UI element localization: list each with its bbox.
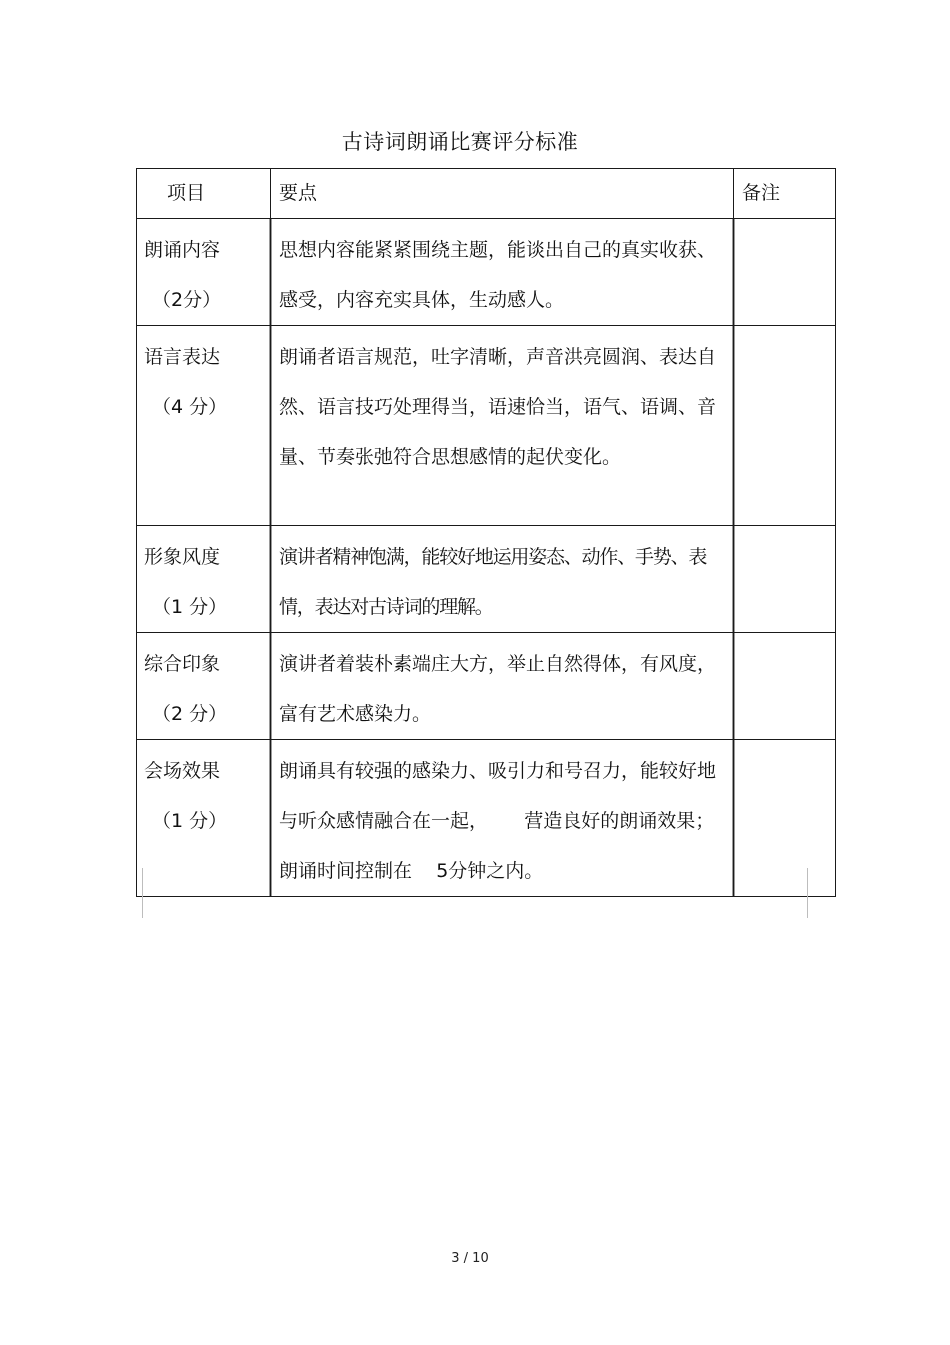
notes-cell (734, 740, 836, 897)
points-cell: 朗诵者语言规范，吐字清晰，声音洪亮圆润、表达自然、语言技巧处理得当，语速恰当，语气、语调、音量、节奏张弛符合思想感情的起伏变化。 (271, 326, 734, 526)
table-continuation-line (142, 868, 143, 918)
document-title: 古诗词朗诵比赛评分标准 (341, 130, 579, 154)
points-text-part: 5分钟之内。 (436, 860, 544, 882)
points-cell: 演讲者精神饱满，能较好地运用姿态、动作、手势、表情，表达对古诗词的理解。 (271, 526, 734, 633)
points-cell: 思想内容能紧紧围绕主题，能谈出自己的真实收获、感受，内容充实具体，生动感人。 (271, 219, 734, 326)
item-name: 形象风度 (144, 546, 221, 568)
header-points: 要点 (271, 169, 734, 219)
scoring-table (136, 168, 836, 897)
item-cell (137, 326, 271, 526)
item-name: 会场效果 (144, 760, 221, 782)
notes-cell (734, 526, 836, 633)
item-score: （2分） (152, 289, 222, 311)
table-row (137, 326, 836, 526)
item-name: 语言表达 (144, 346, 221, 368)
table-row (137, 219, 836, 326)
item-cell (137, 526, 271, 633)
table-continuation-line (807, 868, 808, 918)
item-score: （1 分） (152, 810, 228, 832)
page-number: 3 / 10 (451, 1251, 489, 1266)
item-score: （4 分） (152, 396, 228, 418)
item-cell (137, 219, 271, 326)
item-name: 综合印象 (144, 653, 221, 675)
item-score: （1 分） (152, 596, 228, 618)
points-text-part: 朗诵具有较强的感染力、吸引力和号召力，能较好地与听众感情融合在一起， (279, 760, 717, 832)
item-cell (137, 633, 271, 740)
notes-cell (734, 219, 836, 326)
item-name: 朗诵内容 (144, 239, 221, 261)
points-cell (271, 740, 734, 897)
header-notes: 备注 (734, 169, 836, 219)
table-header-row (137, 169, 836, 219)
table-row (137, 740, 836, 897)
table-row (137, 633, 836, 740)
item-cell (137, 740, 271, 897)
notes-cell (734, 326, 836, 526)
table-row (137, 526, 836, 633)
header-item: 项目 (137, 169, 271, 219)
points-text-part: 营造良好的朗诵效果；朗诵时间控制在 (279, 810, 715, 882)
notes-cell (734, 633, 836, 740)
points-cell: 演讲者着装朴素端庄大方，举止自然得体，有风度，富有艺术感染力。 (271, 633, 734, 740)
item-score: （2 分） (152, 703, 228, 725)
